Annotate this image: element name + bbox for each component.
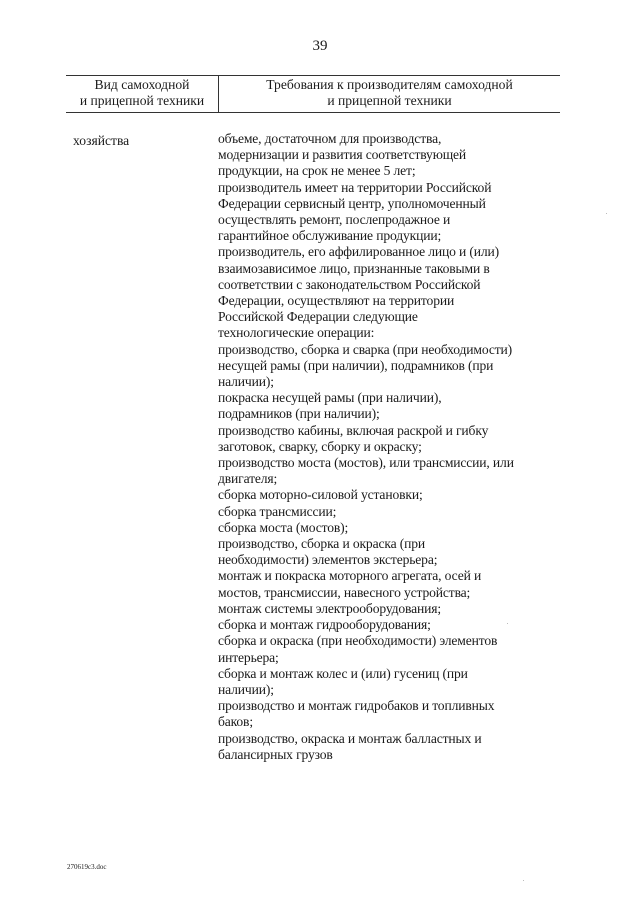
row-col2-text [218, 131, 568, 763]
requirement-line: сборка моста (мостов); [218, 519, 349, 535]
scan-speck [507, 623, 508, 624]
requirement-line: сборка и монтаж гидрооборудования; [218, 617, 431, 633]
requirement-line: балансирных грузов [218, 746, 333, 762]
header-col2-line2: и прицепной техники [327, 93, 452, 108]
requirement-line: осуществлять ремонт, послепродажное и [218, 212, 451, 228]
header-col1-line2: и прицепной техники [79, 93, 205, 108]
requirement-line: продукции, на срок не менее 5 лет; [218, 163, 416, 179]
requirement-line: монтаж системы электрооборудования; [218, 600, 441, 616]
requirement-line: взаимозависимое лицо, признанные таковыми в [218, 260, 490, 276]
requirement-line: Федерации сервисный центр, уполномоченный [218, 195, 486, 211]
header-col1-line1: Вид самоходной [94, 77, 190, 92]
requirement-line: производство, сборка и окраска (при [218, 536, 425, 552]
requirement-line: Федерации, осуществляют на территории [218, 293, 455, 309]
requirement-line: заготовок, сварку, сборку и окраску; [218, 438, 422, 454]
header-col2 [219, 77, 560, 109]
scan-speck [606, 213, 607, 214]
requirement-line: технологические операции: [218, 325, 375, 341]
requirement-line: монтаж и покраска моторного агрегата, осей и [218, 568, 482, 584]
requirement-line: наличии); [218, 374, 274, 390]
requirement-line: производство, сборка и сварка (при необходимости) [218, 341, 513, 357]
requirement-line: модернизации и развития соответствующей [218, 147, 467, 163]
requirement-line: сборка и монтаж колес и (или) гусениц (при [218, 665, 468, 681]
requirement-line: сборка трансмиссии; [218, 503, 337, 519]
requirement-line: интерьера; [218, 649, 279, 665]
requirement-line: производство, окраска и монтаж балластных и [218, 730, 482, 746]
row-col1-text: хозяйства [73, 133, 130, 148]
requirement-line: производство и монтаж гидробаков и топливных [218, 698, 495, 714]
requirement-line: наличии); [218, 681, 274, 697]
requirement-line: объеме, достаточном для производства, [218, 131, 442, 146]
requirement-line: мостов, трансмиссии, навесного устройства; [218, 584, 471, 600]
requirement-line: сборка и окраска (при необходимости) элементов [218, 633, 498, 649]
requirement-line: сборка моторно-силовой установки; [218, 487, 423, 503]
requirement-line: Российской Федерации следующие [218, 309, 418, 325]
requirement-line: производитель имеет на территории Российской [218, 179, 492, 195]
table-rule-bottom [66, 112, 560, 113]
page-number: 39 [312, 38, 328, 54]
requirement-line: несущей рамы (при наличии), подрамников (при [218, 357, 494, 373]
requirement-line: двигателя; [218, 471, 278, 487]
requirement-line: необходимости) элементов экстерьера; [218, 552, 438, 568]
header-col2-line1: Требования к производителям самоходной [266, 77, 513, 92]
header-col1 [66, 77, 218, 109]
table-rule-top [66, 75, 560, 76]
scan-speck [523, 880, 524, 881]
requirement-line: производство кабины, включая раскрой и гибку [218, 422, 489, 438]
requirement-line: производитель, его аффилированное лицо и (или) [218, 244, 500, 260]
requirement-line: покраска несущей рамы (при наличии), [218, 390, 442, 406]
footer-filename: 270619c3.doc [67, 863, 107, 871]
requirement-line: баков; [218, 714, 253, 730]
requirement-line: гарантийное обслуживание продукции; [218, 228, 442, 244]
requirement-line: производство моста (мостов), или трансмиссии, или [218, 455, 514, 471]
requirement-line: подрамников (при наличии); [218, 406, 380, 422]
requirement-line: соответствии с законодательством Российской [218, 276, 481, 292]
